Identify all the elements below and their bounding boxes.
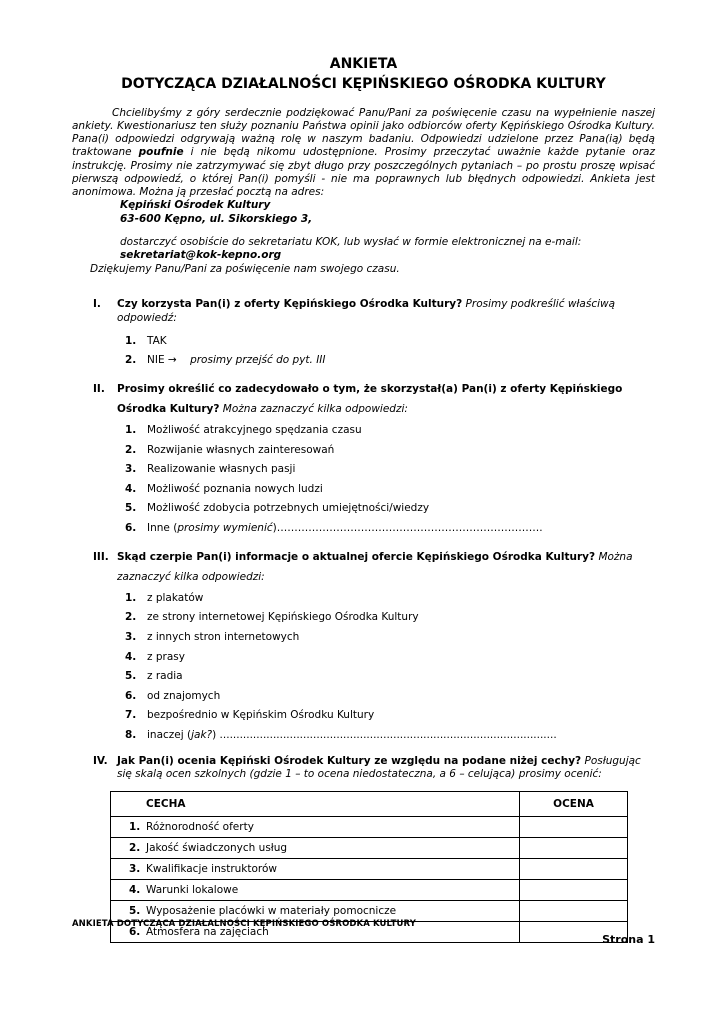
option-number: 8. <box>125 729 137 742</box>
option-text: Możliwość atrakcyjnego spędzania czasu <box>147 423 362 436</box>
question-4-text-wrap <box>117 755 655 782</box>
question-2-text: Prosimy określić co zadecydowało o tym, że skorzystał(a) Pan(i) z oferty Kępińskiego Ośrodka Kultury? <box>117 383 623 415</box>
question-1-heading <box>93 298 655 325</box>
option-label <box>147 651 655 665</box>
option-text: od znajomych <box>147 689 221 702</box>
feature-cell <box>111 859 520 880</box>
question-2-option-2 <box>125 444 655 458</box>
score-cell-empty <box>520 817 628 838</box>
address-line-1: Kępiński Ośrodek Kultury <box>120 199 271 212</box>
write-in-dots: )…………………………………………………………………. <box>272 522 543 535</box>
question-4-number: IV. <box>93 754 108 767</box>
table-row-3 <box>111 859 628 880</box>
document-title <box>72 55 655 95</box>
title-line-2: DOTYCZĄCA DZIAŁALNOŚCI KĘPIŃSKIEGO OŚRODKA KULTURY <box>121 75 606 92</box>
column-header-cecha: CECHA <box>111 792 520 817</box>
score-cell-empty <box>520 859 628 880</box>
question-2-option-1 <box>125 424 655 438</box>
option-label <box>147 592 655 606</box>
option-label <box>147 729 655 743</box>
option-number: 1. <box>125 591 137 604</box>
option-number: 3. <box>125 463 137 476</box>
option-text: Możliwość poznania nowych ludzi <box>147 482 323 495</box>
question-1-instruction: Prosimy podkreślić właściwą odpowiedź: <box>117 298 616 325</box>
feature-cell <box>111 880 520 901</box>
row-number: 6. <box>129 926 141 939</box>
row-label: Jakość świadczonych usług <box>146 842 288 855</box>
question-3-option-4 <box>125 651 655 665</box>
question-2-option-5 <box>125 502 655 516</box>
question-4-instruction: Posługując się skalą ocen szkolnych (gdzie 1 – to ocena niedostateczna, a 6 – celująca) prosimy ocenić: <box>117 754 641 781</box>
option-label <box>147 611 655 625</box>
footer-title: ANKIETA DOTYCZĄCA DZIAŁALNOŚCI KĘPIŃSKIEGO OŚRODKA KULTURY <box>72 919 416 929</box>
question-2-options <box>72 424 655 536</box>
page-number: Strona 1 <box>602 933 655 946</box>
title-line-1: ANKIETA <box>329 56 398 72</box>
option-number: 6. <box>125 689 137 702</box>
question-3-option-3 <box>125 631 655 645</box>
option-note: prosimy przejść do pyt. III <box>190 354 326 367</box>
score-cell-empty <box>520 880 628 901</box>
option-text: Możliwość zdobycia potrzebnych umiejętności/wiedzy <box>147 502 430 515</box>
intro-text-before: Chcielibyśmy z góry serdecznie podziękować Panu/Pani za poświęcenie czasu na wypełnienie naszej ankiety. Kwestionariusz ten służy poznaniu Państwa opinii jako odbiorców oferty Kępińskiego Ośrodka Kultury. Pana(i) odpowiedzi odgrywają ważną rolę w naszym badaniu. Odpowiedzi udzielone przez Pana(ią) będą traktowane <box>72 106 655 159</box>
option-text: bezpośrednio w Kępińskim Ośrodku Kultury <box>147 709 375 722</box>
option-label <box>147 424 655 438</box>
intro-paragraph <box>72 107 655 200</box>
option-number: 1. <box>125 423 137 436</box>
question-2-instruction: Można zaznaczyć kilka odpowiedzi: <box>222 402 408 415</box>
option-text: ze strony internetowej Kępińskiego Ośrodka Kultury <box>147 611 419 624</box>
option-text: inaczej ( <box>147 729 192 742</box>
option-number: 3. <box>125 630 137 643</box>
question-4-text: Jak Pan(i) ocenia Kępiński Ośrodek Kultury ze względu na podane niżej cechy? <box>117 754 582 767</box>
option-text: z plakatów <box>147 591 204 604</box>
question-3-number: III. <box>93 550 109 563</box>
option-label <box>147 670 655 684</box>
row-label: Kwalifikacje instruktorów <box>146 863 278 876</box>
option-text: z innych stron internetowych <box>147 630 300 643</box>
option-label <box>147 463 655 477</box>
email-address: sekretariat@kok-kepno.org <box>120 249 282 262</box>
option-text: z radia <box>147 670 183 683</box>
question-3-options <box>72 592 655 743</box>
row-label: Wyposażenie placówki w materiały pomocnicze <box>146 905 397 918</box>
row-number: 3. <box>129 863 141 876</box>
option-text: Inne ( <box>147 522 178 535</box>
feature-cell <box>111 838 520 859</box>
question-3-option-6 <box>125 690 655 704</box>
option-label <box>147 483 655 497</box>
intro-text-after: i nie będą nikomu udostępnione. Prosimy przeczytać uważnie każde pytanie oraz instrukcję. Prosimy nie zatrzymywać się zbyt długo przy poszczególnych pytaniach – po prostu proszę wpisać pierwszą odpowiedź, o której Pan(i) pomyśli - nie ma poprawnych lub błędnych odpowiedzi. Ankieta jest anonimowa. Można ją przesłać pocztą na adres: <box>72 146 655 199</box>
option-note: prosimy wymienić <box>177 522 273 535</box>
option-number: 4. <box>125 482 137 495</box>
question-2-option-6 <box>125 522 655 536</box>
row-number: 1. <box>129 821 141 834</box>
table-row-1 <box>111 817 628 838</box>
question-3-option-1 <box>125 592 655 606</box>
row-label: Warunki lokalowe <box>146 884 239 897</box>
column-header-ocena: OCENA <box>520 792 628 817</box>
option-label <box>147 522 655 536</box>
row-number: 5. <box>129 905 141 918</box>
row-label: Różnorodność oferty <box>146 821 254 834</box>
option-text: z prasy <box>147 650 185 663</box>
question-1 <box>72 298 655 368</box>
option-label <box>147 709 655 723</box>
option-label <box>147 631 655 645</box>
question-2 <box>72 380 655 536</box>
option-number: 2. <box>125 354 137 367</box>
option-text: Rozwijanie własnych zainteresowań <box>147 443 335 456</box>
delivery-text: dostarczyć osobiście do sekretariatu KOK, lub wysłać w formie elektronicznej na e-mail: <box>120 235 582 248</box>
option-number: 5. <box>125 502 137 515</box>
question-3-instruction: Można zaznaczyć kilka odpowiedzi: <box>117 550 633 583</box>
thanks-line: Dziękujemy Panu/Pani za poświęcenie nam swojego czasu. <box>90 262 400 275</box>
option-label <box>147 444 655 458</box>
question-3-option-7 <box>125 709 655 723</box>
option-label <box>147 502 655 516</box>
option-text: TAK <box>147 334 167 347</box>
question-4-heading <box>93 755 655 782</box>
question-1-option-1 <box>125 335 655 349</box>
question-3-option-8 <box>125 729 655 743</box>
option-number: 6. <box>125 522 137 535</box>
table-row-4 <box>111 880 628 901</box>
question-1-options <box>72 335 655 368</box>
page-footer <box>72 919 655 946</box>
question-1-number: I. <box>93 298 101 311</box>
question-3-text: Skąd czerpie Pan(i) informacje o aktualnej ofercie Kępińskiego Ośrodka Kultury? <box>117 550 596 563</box>
question-3-option-5 <box>125 670 655 684</box>
question-3-option-2 <box>125 611 655 625</box>
postal-address <box>120 199 655 226</box>
score-cell-empty <box>520 838 628 859</box>
question-3-text-wrap <box>117 548 655 588</box>
delivery-instructions <box>120 236 655 263</box>
option-note: jak? <box>191 729 213 742</box>
question-2-heading <box>93 380 655 420</box>
question-2-text-wrap <box>117 380 655 420</box>
question-4 <box>72 755 655 943</box>
question-1-text: Czy korzysta Pan(i) z oferty Kępińskiego Ośrodka Kultury? <box>117 298 463 311</box>
row-number: 2. <box>129 842 141 855</box>
option-number: 2. <box>125 443 137 456</box>
question-2-number: II. <box>93 383 105 396</box>
question-1-text-wrap <box>117 298 655 325</box>
option-text: NIE → <box>147 354 191 367</box>
option-label <box>147 690 655 704</box>
write-in-dots: ) ..................................................................................................... <box>212 729 557 742</box>
option-label <box>147 354 655 368</box>
option-number: 7. <box>125 709 137 722</box>
feature-cell <box>111 817 520 838</box>
option-number: 2. <box>125 611 137 624</box>
row-label: Atmosfera na zajęciach <box>146 926 269 939</box>
question-1-option-2 <box>125 354 655 368</box>
option-number: 5. <box>125 670 137 683</box>
address-line-2: 63-600 Kępno, ul. Sikorskiego 3, <box>120 212 313 225</box>
table-header-row <box>111 792 628 817</box>
intro-bold-word: poufnie <box>138 146 184 159</box>
option-label <box>147 335 655 349</box>
option-text: Realizowanie własnych pasji <box>147 463 296 476</box>
question-3-heading <box>93 548 655 588</box>
question-3 <box>72 548 655 743</box>
option-number: 1. <box>125 334 137 347</box>
row-number: 4. <box>129 884 141 897</box>
option-number: 4. <box>125 650 137 663</box>
table-row-2 <box>111 838 628 859</box>
question-2-option-4 <box>125 483 655 497</box>
question-2-option-3 <box>125 463 655 477</box>
